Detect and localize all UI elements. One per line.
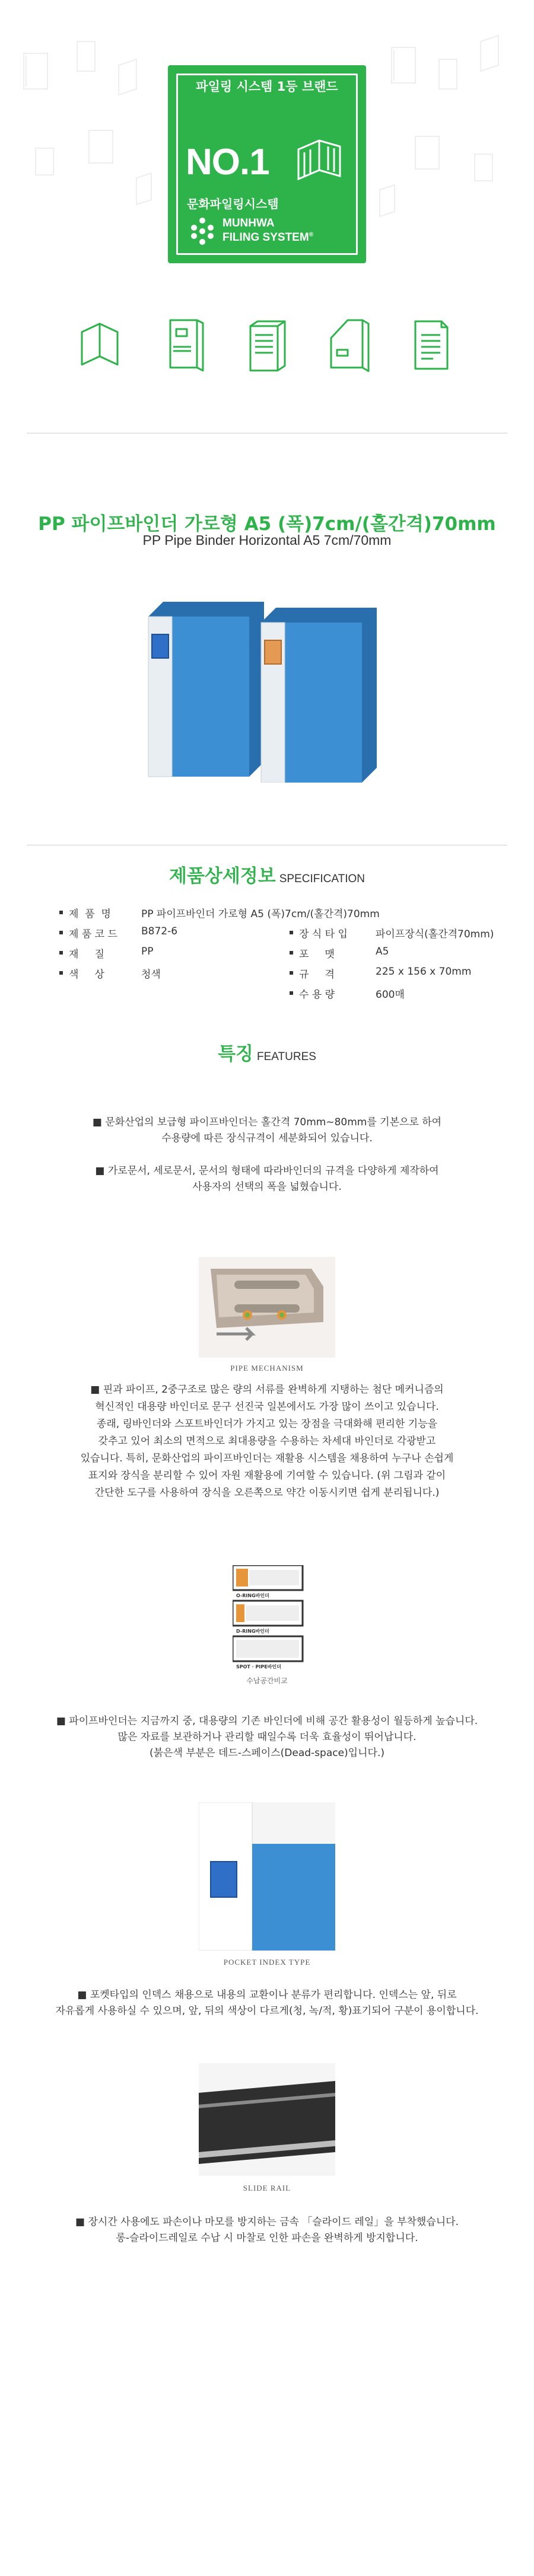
comparison-label: SPOT · PIPE바인더 <box>236 1664 281 1670</box>
spec-value: PP 파이프바인더 가로형 A5 (폭)7cm/(홀간격)70mm <box>141 908 380 920</box>
pipe-mechanism-text: ■ 핀과 파이프, 2중구조로 많은 량의 서류를 완벽하게 지탱하는 첨단 메커니즘의 혁신적인 대용량 바인더로 문구 선진국 일본에서도 가장 많이 쓰이고 있습니다. 종래, 링바인더와 스포트바인더가 가지고 있는 장점을 극대화해 편리한 기능을 갖추고 있어 최소의 면적으로 최대용량을 수용하는 차세대 바인더로 각광받고 있습니다. 특히, 문화산업의 파이프바인더는 재활용 시스템을 채용하여 누구나 손쉽게 표지와 장식을 분리할 수 있어 자원 재활용에 기여할 수 있습니다. (위 그림과 같이 간단한 도구를 사용하여 장식을 오른쪽으로 약간 이동시키면 쉽게 분리됩니다.) <box>80 1384 454 1499</box>
spec-label: 수 용 량 <box>299 989 335 1001</box>
spec-value: 파이프장식(홀간격70mm) <box>376 928 494 940</box>
spec-label: 제 품 코 드 <box>69 928 117 940</box>
binder-icon <box>161 314 209 374</box>
slide-rail-text: ■ 장시간 사용에도 파손이나 마모를 방지하는 금속 「슬라이드 레일」을 부착했습니다. 롱-슬라이드레일로 수납 시 마찰로 인한 파손을 완벽하게 방지합니다. <box>75 2216 459 2244</box>
pipe-mechanism-image <box>199 1257 335 1358</box>
spec-label: 포 맷 <box>299 949 335 960</box>
slide-rail-caption: SLIDE RAIL <box>243 2184 291 2192</box>
spec-value: 청색 <box>141 969 161 981</box>
brand-logo <box>168 65 366 263</box>
magazine-file-icon <box>325 314 373 374</box>
feature-intro-1: ■ 문화산업의 보급형 파이프바인더는 홀간격 70mm~80mm를 기본으로 하여 수용량에 따른 장식규격이 세분화되어 있습니다. <box>92 1116 442 1144</box>
document-icon <box>407 314 454 374</box>
pipe-mechanism-caption: PIPE MECHANISM <box>230 1364 304 1372</box>
specification-heading: 제품상세정보 SPECIFICATION <box>169 866 365 887</box>
pocket-index-image <box>199 1802 335 1951</box>
slide-rail-image <box>199 2063 335 2176</box>
spec-value: A5 <box>376 946 389 957</box>
product-title-ko: PP 파이프바인더 가로형 A5 (폭)7cm/(홀간격)70mm <box>38 513 496 535</box>
munhwa-dots-icon <box>188 217 217 245</box>
storage-comparison-caption: 수납공간비교 <box>246 1677 288 1685</box>
spec-value: 225 x 156 x 70mm <box>376 966 472 978</box>
storage-comparison-image <box>233 1565 304 1672</box>
logo-no1: NO.1 <box>186 142 269 183</box>
binder-stack-icon <box>293 132 346 185</box>
spec-label: 색 상 <box>69 969 104 981</box>
comparison-label: D-RING바인더 <box>236 1629 269 1634</box>
product-binders-image <box>136 587 398 783</box>
logo-tagline: 파일링 시스템 1등 브랜드 <box>196 79 338 94</box>
logo-english-line2: FILING SYSTEM® <box>223 231 314 244</box>
features-heading: 특징 FEATURES <box>218 1043 316 1065</box>
comparison-label: O-RING바인더 <box>236 1593 269 1598</box>
spec-value: PP <box>141 946 154 957</box>
storage-comparison-text: ■ 파이프바인더는 지금까지 중, 대용량의 기존 바인더에 비해 공간 활용성이 월등하게 높습니다. 많은 자료를 보관하거나 관리할 때일수록 더욱 효율성이 뛰어납니다. (붉은색 부분은 데드-스페이스(Dead-space)입니다.) <box>56 1715 478 1759</box>
file-box-icon <box>243 314 291 374</box>
feature-intro-2: ■ 가로문서, 세로문서, 문서의 형태에 따라바인더의 규격을 다양하게 제작하여 사용자의 선택의 폭을 넓혔습니다. <box>95 1165 439 1193</box>
product-title-en: PP Pipe Binder Horizontal A5 7cm/70mm <box>142 532 392 548</box>
spec-value: 600매 <box>376 989 405 1001</box>
logo-english-line1: MUNHWA <box>223 217 275 229</box>
spec-value: B872-6 <box>141 925 178 937</box>
pocket-index-text: ■ 포켓타입의 인덱스 채용으로 내용의 교환이나 분류가 편리합니다. 인덱스는 앞, 뒤로 자유롭게 사용하실 수 있으며, 앞, 뒤의 색상이 다르게(청, 녹/적, 황)표기되어 구분이 용이합니다. <box>55 1989 479 2017</box>
spec-label: 재 질 <box>69 949 104 960</box>
pocket-index-caption: POCKET INDEX TYPE <box>223 1958 311 1967</box>
spec-label: 제 품 명 <box>69 908 111 920</box>
spec-label: 장 식 타 입 <box>299 928 348 940</box>
logo-korean-name: 문화파일링시스템 <box>187 197 279 211</box>
spec-label: 규 격 <box>299 969 335 981</box>
folder-icon <box>76 314 123 374</box>
